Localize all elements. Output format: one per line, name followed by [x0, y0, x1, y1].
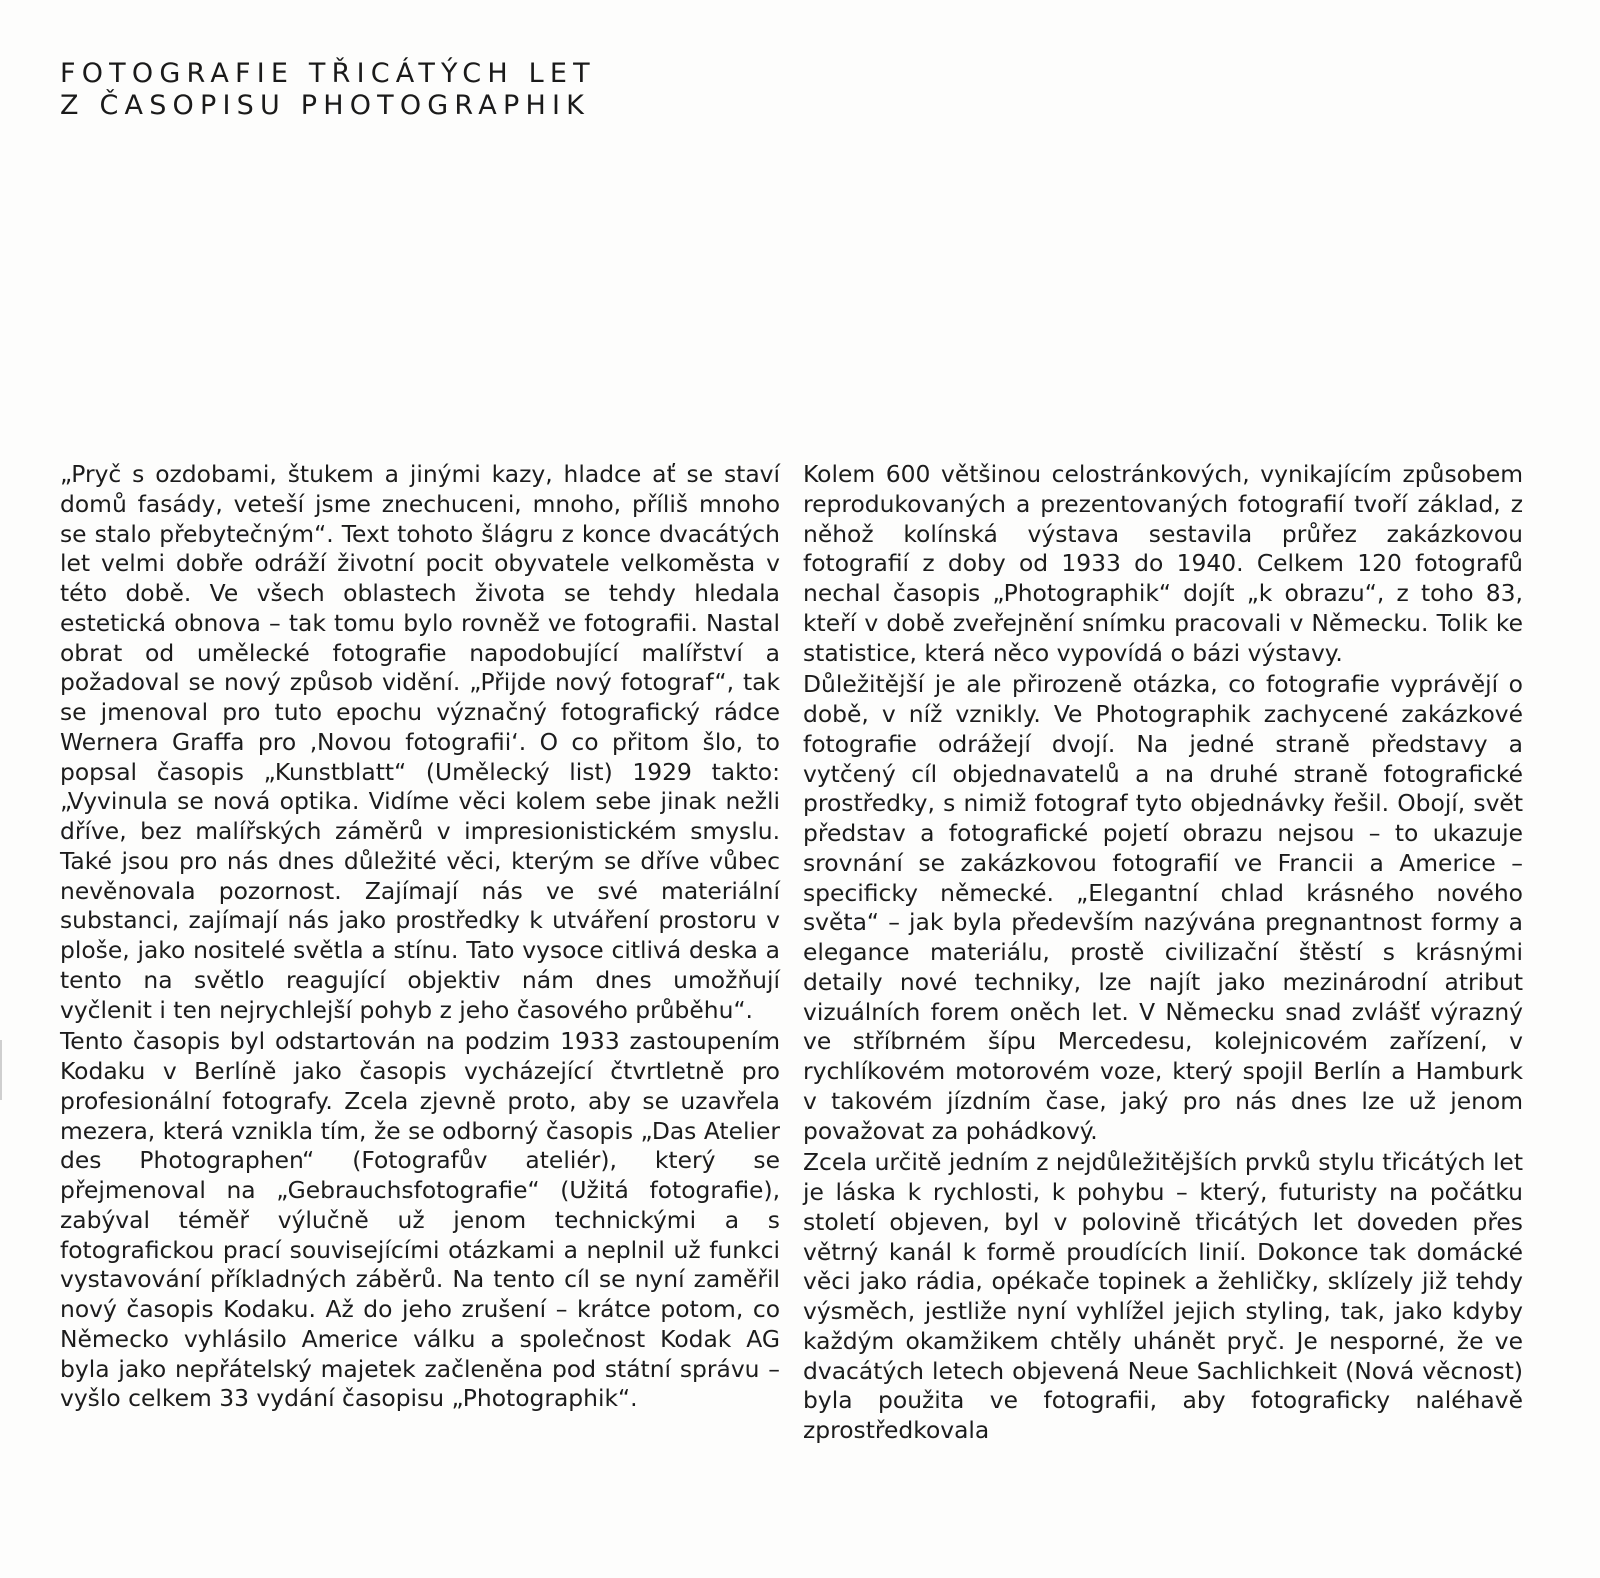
- left-text-column: [60, 460, 780, 1414]
- title-line-2: Z ČASOPISU PHOTOGRAPHIK: [60, 90, 591, 121]
- paragraph: Důležitější je ale přirozeně otázka, co fotografie vyprávějí o době, v níž vznikly. Ve Photographik zachycené zakázkové fotografie odrážejí dvojí. Na jedné straně představy a vytčený cíl objednavatelů a na druhé straně fotografické prostředky, s nimiž fotograf tyto objednávky řešil. Obojí, svět představ a fotografické pojetí obrazu nejsou – to ukazuje srovnání se zakázkovou fotografií ve Francii a Americe – specificky německé. „Elegantní chlad krásného nového světa“ – jak byla především nazývána pregnantnost formy a elegance materiálu, prostě civilizační štěstí s krásnými detaily nové techniky, lze najít jako mezinárodní atribut vizuálních forem oněch let. V Německu snad zvlášť výrazný ve stříbrném šípu Mercedesu, kolejnicovém zařízení, v rychlíkovém motorovém voze, který spojil Berlín a Hamburk v takovém jízdním čase, jaký pro nás dnes lze už jenom považovat za pohádkový.: [803, 670, 1523, 1145]
- paragraph: Tento časopis byl odstartován na podzim 1933 zastoupením Kodaku v Berlíně jako časopis vycházející čtvrtletně pro profesionální fotografy. Zcela zjevně proto, aby se uzavřela mezera, která vznikla tím, že se odborný časopis „Das Atelier des Photographen“ (Fotografův ateliér), který se přejmenoval na „Gebrauchsfotografie“ (Užitá fotografie), zabýval téměř výlučně už jenom technickými a s fotografickou prací souvisejícími otázkami a neplnil už funkci vystavování příkladných záběrů. Na tento cíl se nyní zaměřil nový časopis Kodaku. Až do jeho zrušení – krátce potom, co Německo vyhlásilo Americe válku a společnost Kodak AG byla jako nepřátelský majetek začleněna pod státní správu – vyšlo celkem 33 vydání časopisu „Photographik“.: [60, 1027, 780, 1413]
- page-title: [60, 58, 760, 122]
- right-text-column: [803, 460, 1523, 1446]
- paragraph: Zcela určitě jedním z nejdůležitějších prvků stylu třicátých let je láska k rychlosti, k pohybu – který, futuristy na počátku století objeven, byl v polovině třicátých let doveden přes větrný kanál k formě proudících linií. Dokonce tak domácké věci jako rádia, opékače topinek a žehličky, sklízely již tehdy výsměch, jestliže nyní vyhlížel jejich styling, tak, jako kdyby každým okamžikem chtěly uhánět pryč. Je nesporné, že ve dvacátých letech objevená Neue Sachlichkeit (Nová věcnost) byla použita ve fotografii, aby fotograficky naléhavě zprostředkovala: [803, 1148, 1523, 1444]
- page-edge-mark: [0, 1040, 2, 1100]
- paragraph: Kolem 600 většinou celostránkových, vynikajícím způsobem reprodukovaných a prezentovaných fotografií tvoří základ, z něhož kolínská výstava sestavila průřez zakázkovou fotografií z doby od 1933 do 1940. Celkem 120 fotografů nechal časopis „Photographik“ dojít „k obrazu“, z toho 83, kteří v době zveřejnění snímku pracovali v Německu. Tolik ke statistice, která něco vypovídá o bázi výstavy.: [803, 460, 1523, 667]
- title-line-1: FOTOGRAFIE TŘICÁTÝCH LET: [60, 58, 596, 89]
- paragraph: „Pryč s ozdobami, štukem a jinými kazy, hladce ať se staví domů fasády, veteší jsme znechuceni, mnoho, příliš mnoho se stalo přebytečným“. Text tohoto šlágru z konce dvacátých let velmi dobře odráží životní pocit obyvatele velkoměsta v této době. Ve všech oblastech života se tehdy hledala estetická obnova – tak tomu bylo rovněž ve fotografii. Nastal obrat od umělecké fotografie napodobující malířství a požadoval se nový způsob vidění. „Přijde nový fotograf“, tak se jmenoval pro tuto epochu význačný fotografický rádce Wernera Graffa pro ‚Novou fotografii‘. O co přitom šlo, to popsal časopis „Kunstblatt“ (Umělecký list) 1929 takto: „Vyvinula se nová optika. Vidíme věci kolem sebe jinak nežli dříve, bez malířských záměrů v impresionistickém smyslu. Také jsou pro nás dnes důležité věci, kterým se dříve vůbec nevěnovala pozornost. Zajímají nás ve své materiální substanci, zajímají nás jako prostředky k utváření prostoru v ploše, jako nositelé světla a stínu. Tato vysoce citlivá deska a tento na světlo reagující objektiv nám dnes umožňují vyčlenit i ten nejrychlejší pohyb z jeho časového průběhu“.: [60, 460, 780, 1024]
